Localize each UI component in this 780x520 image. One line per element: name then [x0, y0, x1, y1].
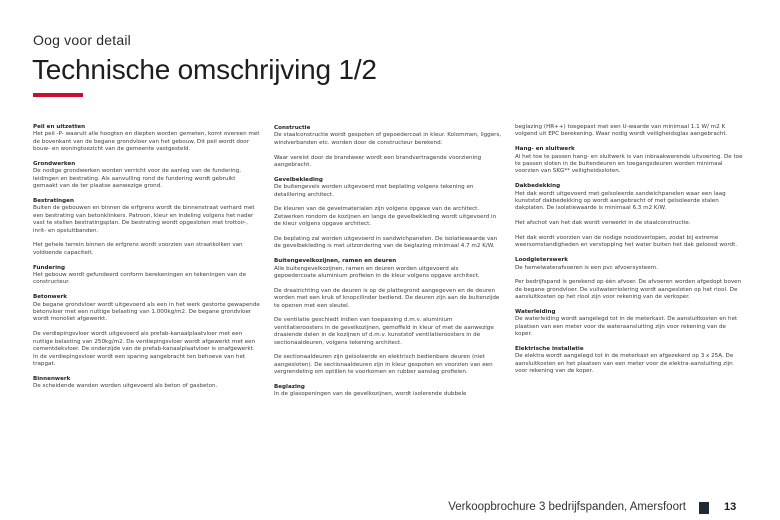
- section-paragraph: In de glasopeningen van de gevelkozijnen, wordt isolerende dubbele: [274, 391, 467, 398]
- section-paragraph: De beplating zal worden uitgevoerd in sandwichpanelen. De isolatiewaarde van de gevelbekleding is met uitzondering van de beglazing minimaal 4.7 m2 K/W.: [274, 236, 498, 250]
- section: [515, 146, 743, 176]
- section: [33, 294, 261, 368]
- section: [515, 183, 743, 250]
- section: [33, 161, 261, 191]
- section-paragraph: Het dak wordt voorzien van de nodige noodoverlopen, zodat bij extreme weersomstandigheden en verstopping het water buiten het dak geloosd wordt.: [515, 235, 738, 249]
- section-paragraph: Buiten de gebouwen en binnen de erfgrens wordt de binnenstraat verhard met een bestrating van betonklinkers. Patroon, kleur en indeling volgens het nader vast te stellen bestratingsplan. De bestrating wordt opgesloten met trottoir-, inrit- en opsluitbanden.: [33, 205, 255, 234]
- section-title: Constructie: [274, 125, 311, 131]
- section-title: Peil en uitzetten: [33, 124, 86, 130]
- section-paragraph: Het afschot van het dak wordt verwerkt in de staalconstructie.: [515, 220, 691, 227]
- section-paragraph: Het gebouw wordt gefundeerd conform berekeningen en tekeningen van de constructeur.: [33, 272, 247, 286]
- page-title: Technische omschrijving 1/2: [32, 54, 377, 85]
- footer-marker: [699, 502, 709, 514]
- section-paragraph: De staalconstructie wordt gespoten of gepoedercoat in kleur. Kolommen, liggers, windverbanden etc. worden door de constructeur berekend.: [274, 132, 502, 146]
- section-title: Buitengevelkozijnen, ramen en deuren: [274, 258, 397, 265]
- section: [274, 125, 502, 169]
- section-paragraph: De scheidende wanden worden uitgevoerd als beton of gasbeton.: [33, 383, 218, 390]
- section-title: Bestratingen: [33, 198, 74, 205]
- title-accent-bar: [33, 93, 83, 97]
- section-paragraph: beglazing (HR++) toegepast met een U-waarde van minimaal 1.1 W/ m2 K volgend uit EPC berekening. Waar nodig wordt veiligheidsglas aangebracht.: [515, 124, 728, 138]
- section-paragraph: De hemelwaterafvoeren is een pvc afvoersysteem.: [515, 264, 658, 271]
- section-title: Fundering: [33, 264, 65, 271]
- section-paragraph: De sectionaaldeuren zijn geïsoleerde en elektrisch bedienbare deuren (niet aangesloten). De sectionaaldeuren zijn in kleur gespoten en voorzien van een vergrendeling om optillen te voorkomen en rubber aanslag profielen.: [274, 354, 493, 376]
- section-title: Gevelbekleding: [274, 176, 323, 183]
- section: [33, 124, 261, 154]
- section-paragraph: Het gehele terrein binnen de erfgrens wordt voorzien van straatkolken van voldoende capaciteit.: [33, 242, 243, 256]
- section: [515, 257, 743, 301]
- footer-text: Verkoopbrochure 3 bedrijfspanden, Amersfoort: [448, 501, 686, 513]
- section-paragraph: De draairichting van de deuren is op de plattegrond aangegeven en de deuren worden met een kruk of knopcilinder bediend. De deuren zijn aan de buitenzijde te openen met een sleutel.: [274, 287, 500, 309]
- section-title: Hang- en sluitwerk: [515, 146, 575, 153]
- section-paragraph: De begane grondvloer wordt uitgevoerd als een in het werk gestorte gewapende betonvloer met een nuttige belasting van 1.000kg/m2. De begane grondvloer wordt monoliet afgewerkt.: [33, 301, 260, 323]
- section: [33, 376, 261, 391]
- footer: [448, 501, 766, 517]
- section: [515, 309, 743, 339]
- section-paragraph: De buitengevels worden uitgevoerd met beplating volgens tekening en detaillering architect.: [274, 184, 474, 198]
- section-paragraph: Al het toe te passen hang- en sluitwerk is van inbraakwerende uitvoering. De toe te passen sloten in de buitendeuren en toegangsdeuren worden minimaal voorzien van SKG** veiligheidssloten.: [515, 153, 743, 175]
- section-paragraph: Per bedrijfspand is gerekend op één afvoer. De afvoeren worden afgedopt boven de begane grondvloer. De vuilwaterriolering wordt aangesloten op het riool. De aansluitkosten op het riool zijn voor rekening van de verkoper.: [515, 279, 742, 301]
- section: [274, 258, 502, 376]
- text-column-1: [33, 124, 261, 398]
- section: [33, 265, 261, 287]
- section: [515, 346, 743, 376]
- section-title: Betonwerk: [33, 294, 67, 301]
- section-title: Beglazing: [274, 384, 305, 391]
- section-paragraph: De nodige grondwerken worden verricht voor de aanleg van de fundering, leidingen en bestrating. Als aanvulling rond de fundering wordt gebruikt gemaakt van de ter plaatse aanwezige grond.: [33, 168, 241, 190]
- section-paragraph: De elektra wordt aangelegd tot in de meterkast en afgezekerd op 3 x 25A. De aansluitkosten en het plaatsen van een meter voor de elektra-aansluiting zijn voor rekening van de koper.: [515, 353, 734, 375]
- section-title: Loodgieterswerk: [515, 257, 568, 264]
- section-paragraph: Waar vereist door de brandweer wordt een brandvertragende voorziening aangebracht.: [274, 154, 482, 169]
- section-title: Waterleiding: [515, 309, 556, 316]
- section: [515, 124, 743, 139]
- section-title: Elektrische installatie: [515, 346, 584, 353]
- section: [274, 384, 502, 399]
- section-title: Binnenwerk: [33, 375, 71, 382]
- section-paragraph: De ventilatie geschiedt indien van toepassing d.m.v. aluminium ventilatieroosters in de gevelkozijnen, gemoffeld in kleur of met de aanwezige draaiende delen in de kozijnen of d.m.v. kunststof ventilatieroosters in de sectionaaldeuren, volgens tekening architect.: [274, 317, 494, 346]
- section-paragraph: Alle buitengevelkozijnen, ramen en deuren worden uitgevoerd als gepoedercoate aluminium profielen in de kleur volgens opgave architect.: [274, 265, 480, 280]
- text-column-3: [515, 124, 743, 383]
- section: [274, 177, 502, 251]
- section-paragraph: De kleuren van de gevelmaterialen zijn volgens opgave van de architect. Zetwerken rondom de kozijnen en langs de gevelbekleding wordt uitgevoerd in de kleur volgens opgave architect.: [274, 206, 497, 228]
- section-paragraph: De waterleiding wordt aangelegd tot in de meterkast. De aansluitkosten en het plaatsen van een meter voor de wateraansluiting zijn voor rekening van de koper.: [515, 316, 738, 338]
- text-column-2: [274, 125, 502, 406]
- section-title: Grondwerken: [33, 161, 76, 168]
- page-number: 13: [724, 501, 737, 513]
- section: [33, 198, 261, 257]
- section-title: Dakbedekking: [515, 183, 561, 190]
- eyebrow: Oog voor detail: [33, 32, 131, 48]
- section-paragraph: De verdiepingsvloer wordt uitgevoerd als prefab-kanaalplaatvloer met een nuttige belasting van 250kg/m2. De verdiepingsvloer wordt afgewerkt met een cementdekvloer. De onderzijde van de prefab-kanaalplaatvloer is onafgewerkt. In de verdiepingsvloer wordt een sparing aangebracht ten behoeve van het trapgat.: [33, 331, 256, 367]
- section-paragraph: Het dak wordt uitgevoerd met geïsoleerde sandwichpanelen waar een laag kunststof dakbedekking op wordt aangebracht of met geïsoleerde stalen dakplaten. De isolatiewaarde is minimaal 6,3 m2 K/W.: [515, 190, 726, 212]
- section-paragraph: Het peil -P- waaruit alle hoogten en diepten worden gemeten, komt overeen met de bovenkant van de begane grondvloer van het gebouw. Dit peil wordt door bouw- en woningtoezicht van de gemeente vastgesteld.: [33, 131, 260, 153]
